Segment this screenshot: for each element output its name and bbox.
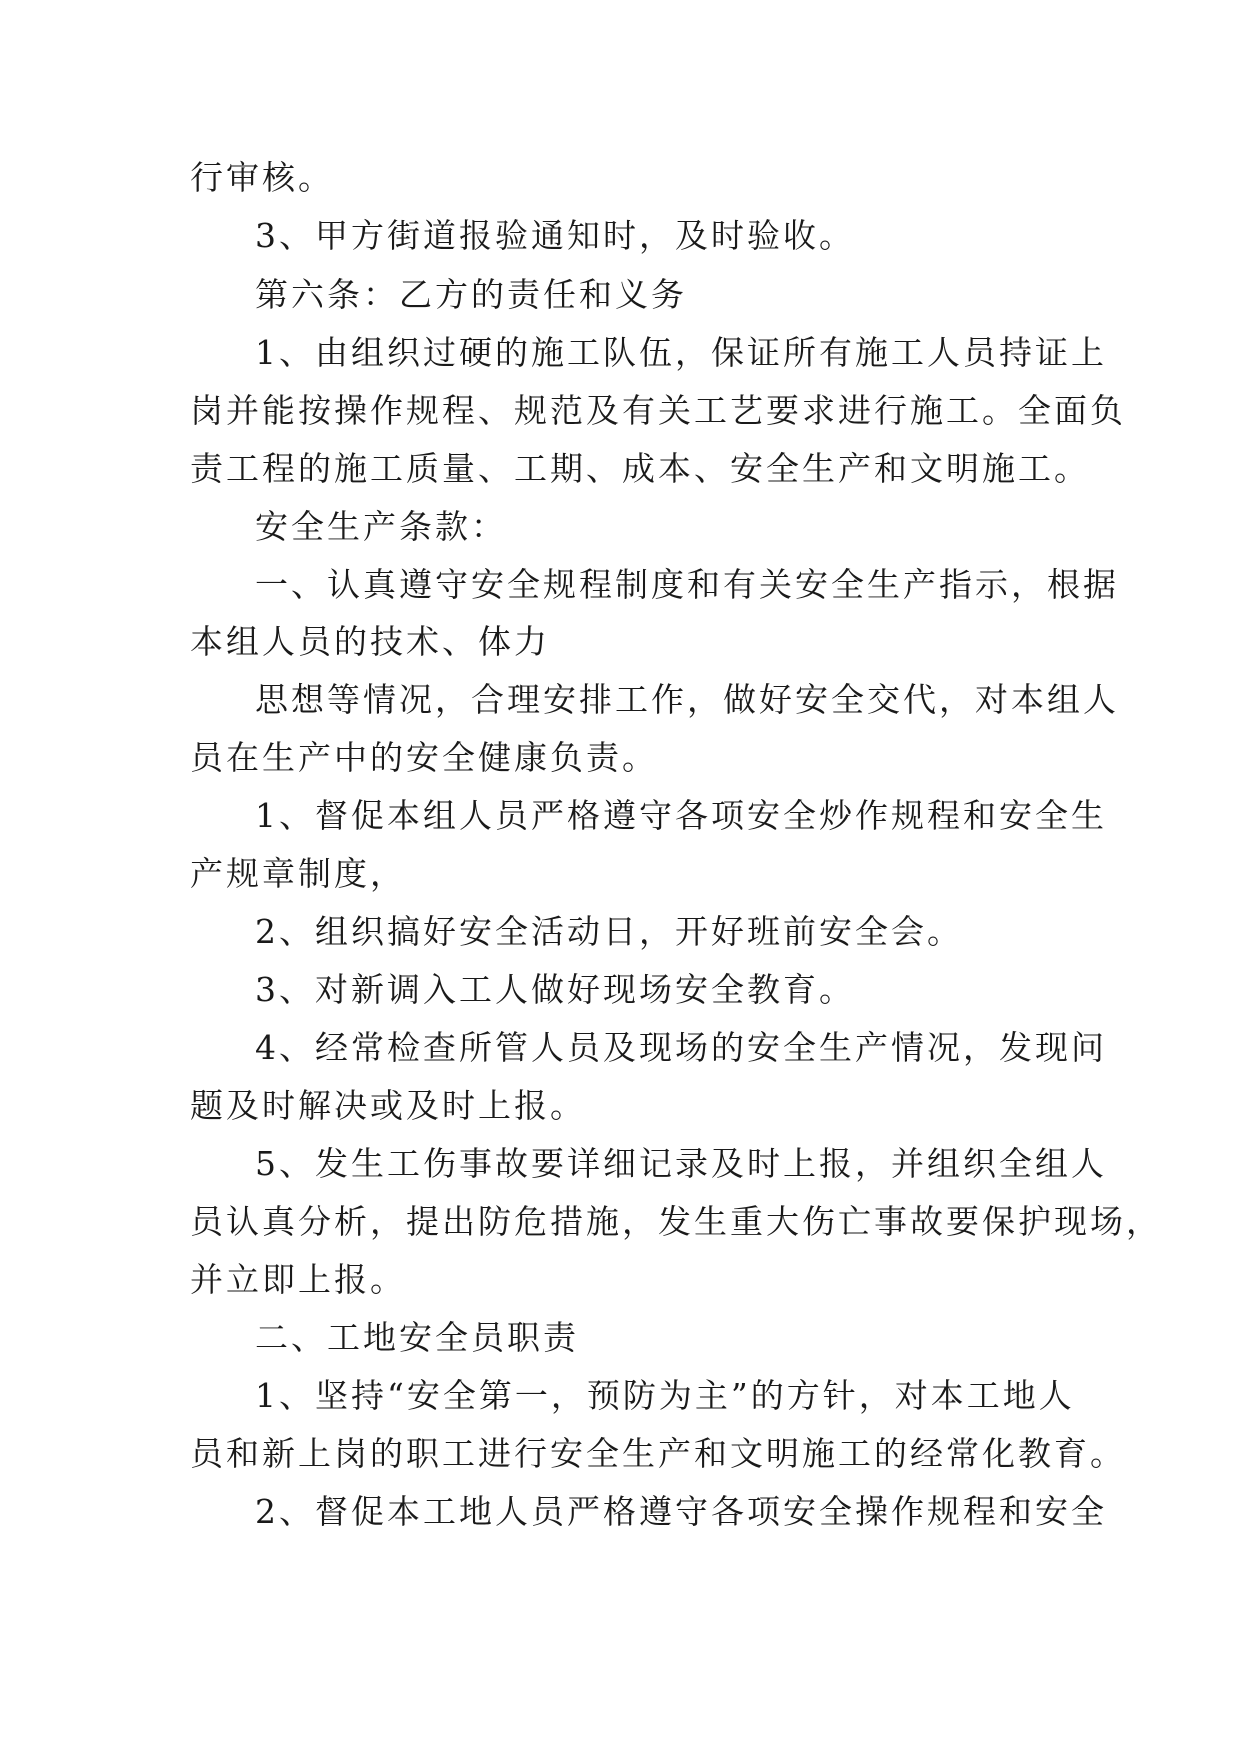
section-heading: 安全生产条款： (255, 507, 507, 546)
text-line: 3、甲方街道报验通知时，及时验收。 (255, 216, 855, 255)
text-line: 5、发生工伤事故要详细记录及时上报，并组织全组人 (255, 1144, 1107, 1183)
text-line: 员在生产中的安全健康负责。 (190, 738, 658, 777)
section-heading: 二、工地安全员职责 (255, 1318, 579, 1357)
text-line: 员认真分析，提出防危措施，发生重大伤亡事故要保护现场， (190, 1202, 1162, 1241)
text-line: 岗并能按操作规程、规范及有关工艺要求进行施工。全面负 (190, 391, 1126, 430)
text-line: 1、坚持“安全第一，预防为主”的方针，对本工地人 (255, 1376, 1075, 1415)
text-line: 3、对新调入工人做好现场安全教育。 (255, 970, 855, 1009)
text-line: 行审核。 (190, 158, 334, 197)
text-line: 责工程的施工质量、工期、成本、安全生产和文明施工。 (190, 449, 1090, 488)
text-line: 2、督促本工地人员严格遵守各项安全操作规程和安全 (255, 1492, 1107, 1531)
text-line: 1、由组织过硬的施工队伍，保证所有施工人员持证上 (255, 333, 1107, 372)
text-line: 题及时解决或及时上报。 (190, 1086, 586, 1125)
text-line: 本组人员的技术、体力 (190, 622, 550, 661)
text-line: 4、经常检查所管人员及现场的安全生产情况，发现问 (255, 1028, 1107, 1067)
text-line: 1、督促本组人员严格遵守各项安全炒作规程和安全生 (255, 796, 1107, 835)
text-line: 2、组织搞好安全活动日，开好班前安全会。 (255, 912, 963, 951)
text-line: 员和新上岗的职工进行安全生产和文明施工的经常化教育。 (190, 1434, 1126, 1473)
text-line: 思想等情况，合理安排工作，做好安全交代，对本组人 (255, 680, 1119, 719)
text-line: 一、认真遵守安全规程制度和有关安全生产指示，根据 (255, 565, 1119, 604)
section-heading: 第六条：乙方的责任和义务 (255, 275, 687, 314)
text-line: 并立即上报。 (190, 1260, 406, 1299)
text-line: 产规章制度， (190, 854, 406, 893)
